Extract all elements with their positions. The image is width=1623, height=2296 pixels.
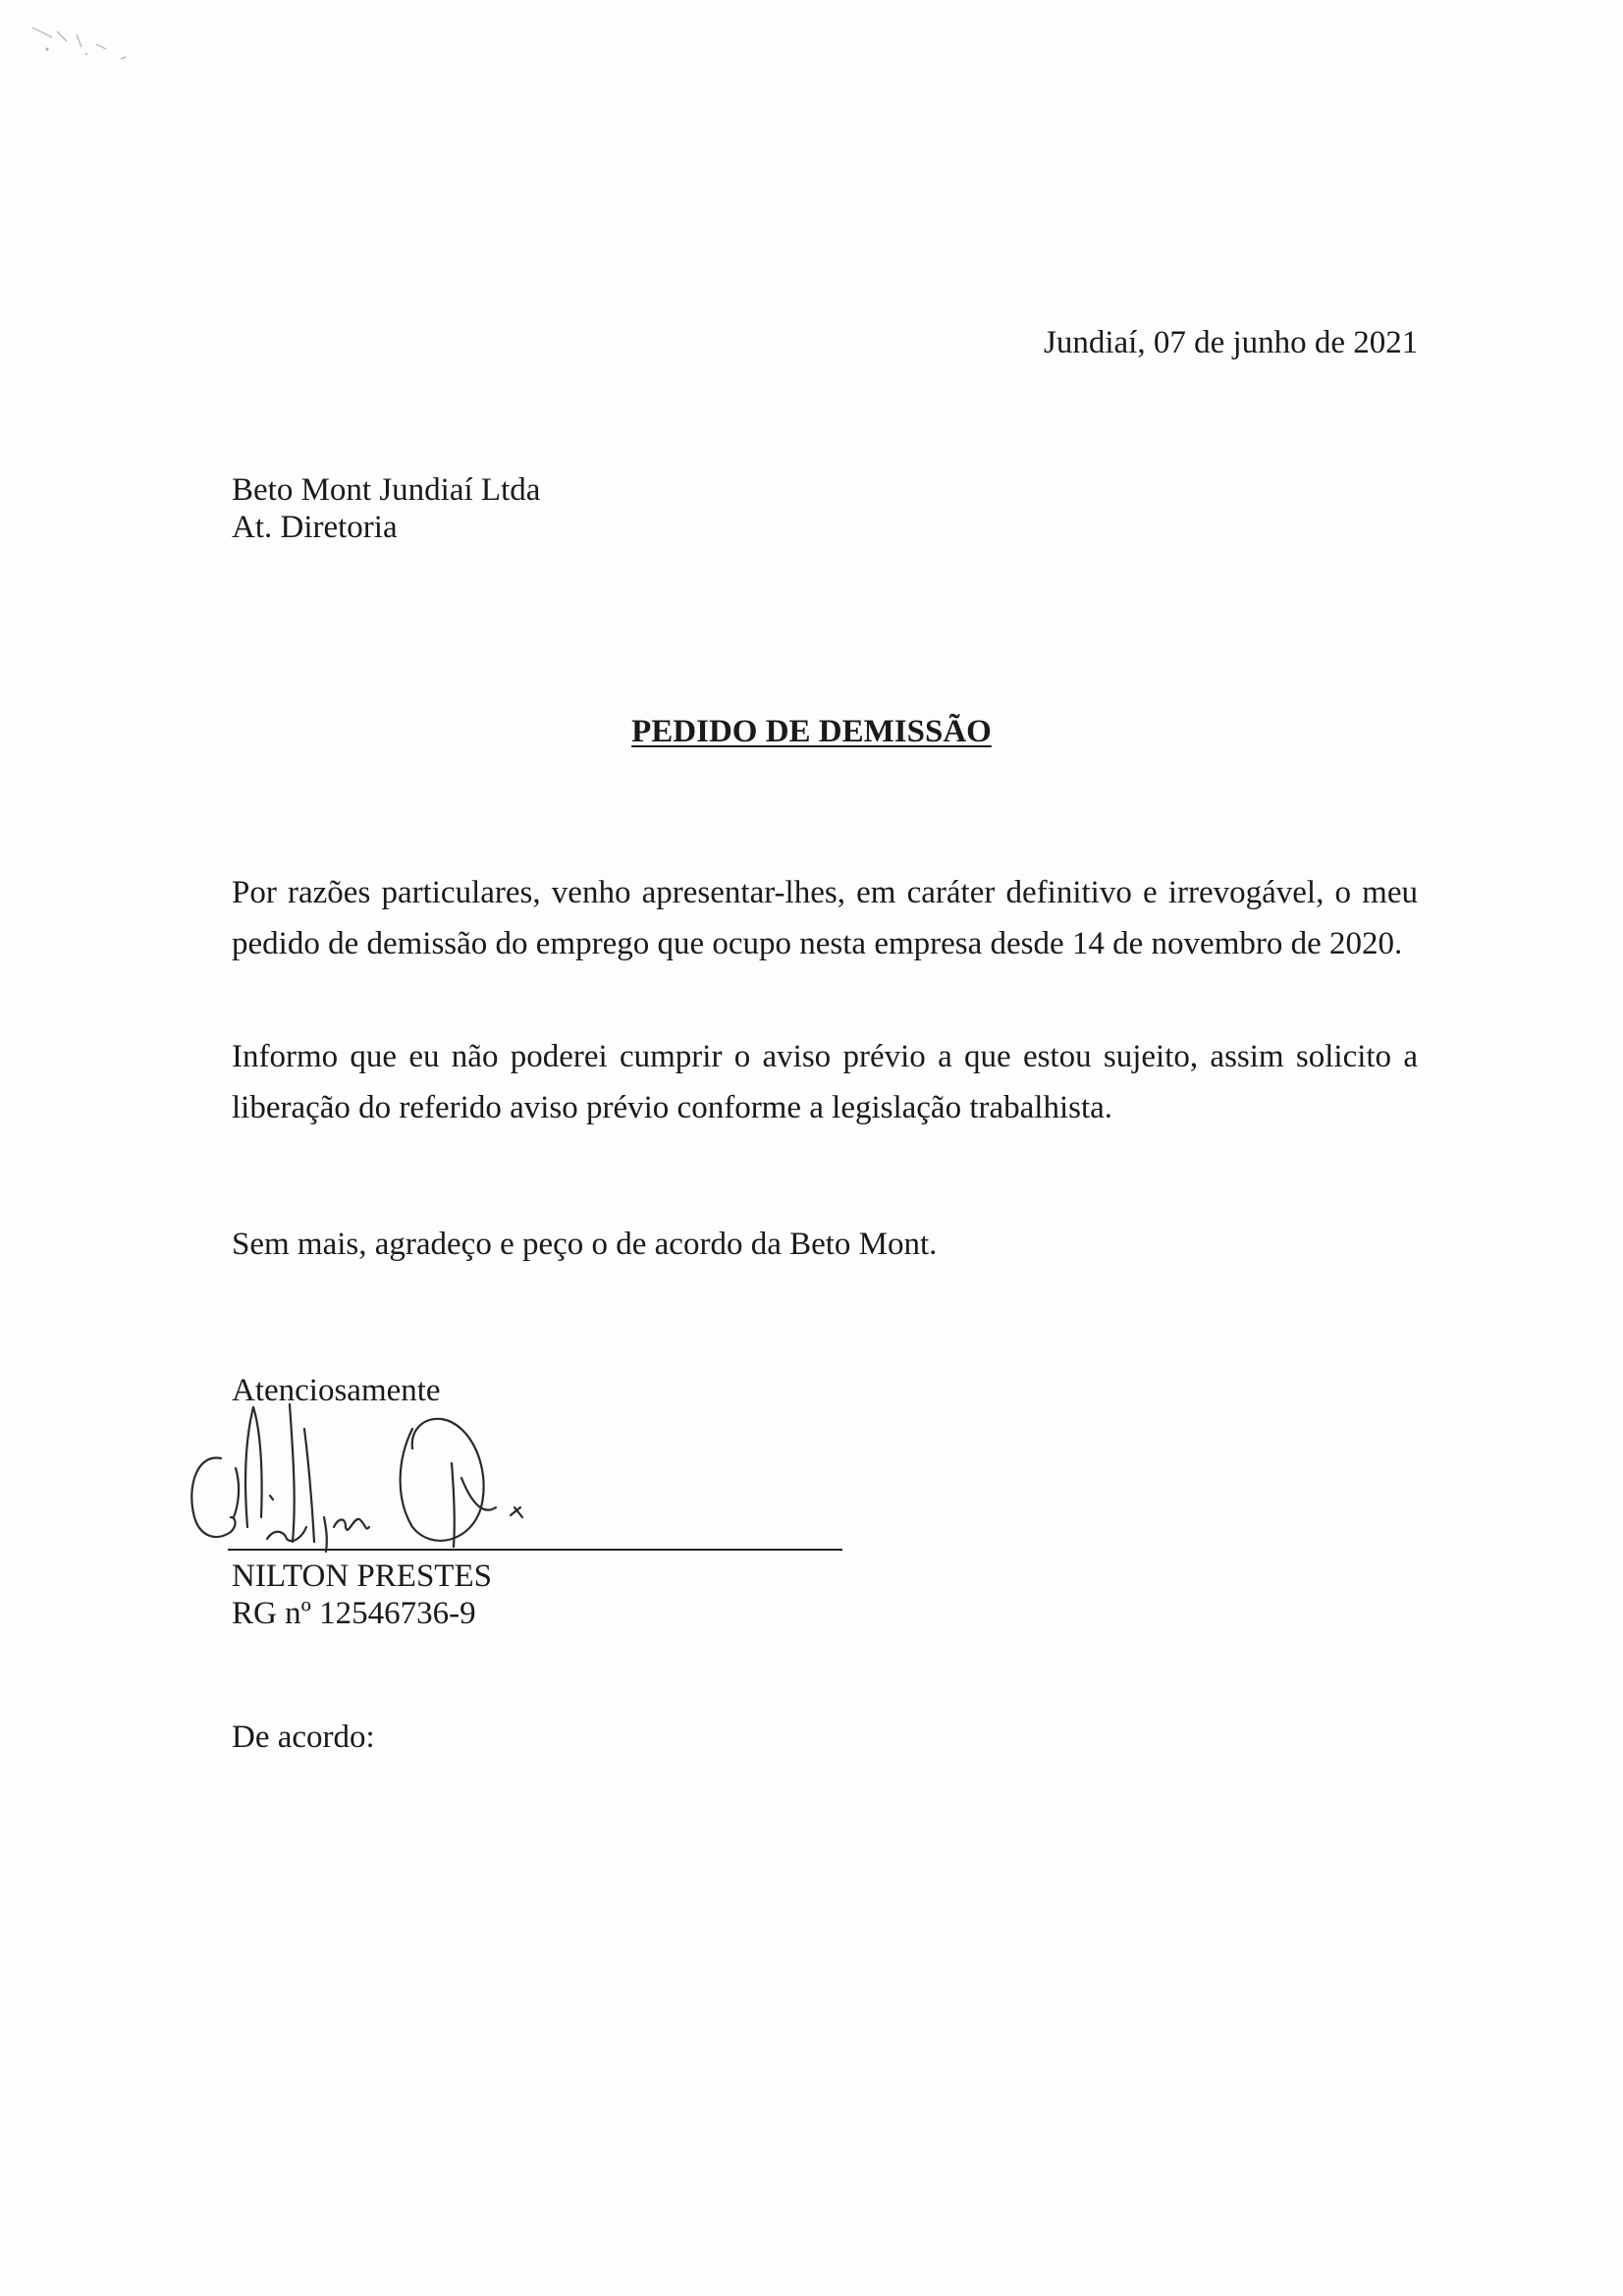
closing-salutation: Atenciosamente [232,1373,441,1408]
scan-artifact-icon [27,20,165,79]
paragraph-reason: Por razões particulares, venho apresentar-lhes, em caráter definitivo e irrevogável, o meu pedido de demissão do emprego que ocupo nesta empresa desde 14 de novembro de 2020. [232,875,1418,961]
recipient-company: Beto Mont Jundiaí Ltda [232,472,541,508]
recipient-attention: At. Diretoria [232,510,398,545]
signer-rg: RG nº 12546736-9 [232,1596,476,1631]
agreement-label: De acordo: [232,1720,375,1755]
recipient-block [232,471,540,546]
handwritten-signature-icon [177,1370,569,1576]
place-date: Jundiaí, 07 de junho de 2021 [1044,325,1419,360]
signer-name: NILTON PRESTES [232,1558,492,1594]
paragraph-notice: Informo que eu não poderei cumprir o aviso prévio a que estou sujeito, assim solicito a liberação do referido aviso prévio conforme a legislação trabalhista. [232,1039,1418,1125]
paragraph-thanks: Sem mais, agradeço e peço o de acordo da Beto Mont. [232,1227,938,1262]
document-title: PEDIDO DE DEMISSÃO [631,714,992,749]
